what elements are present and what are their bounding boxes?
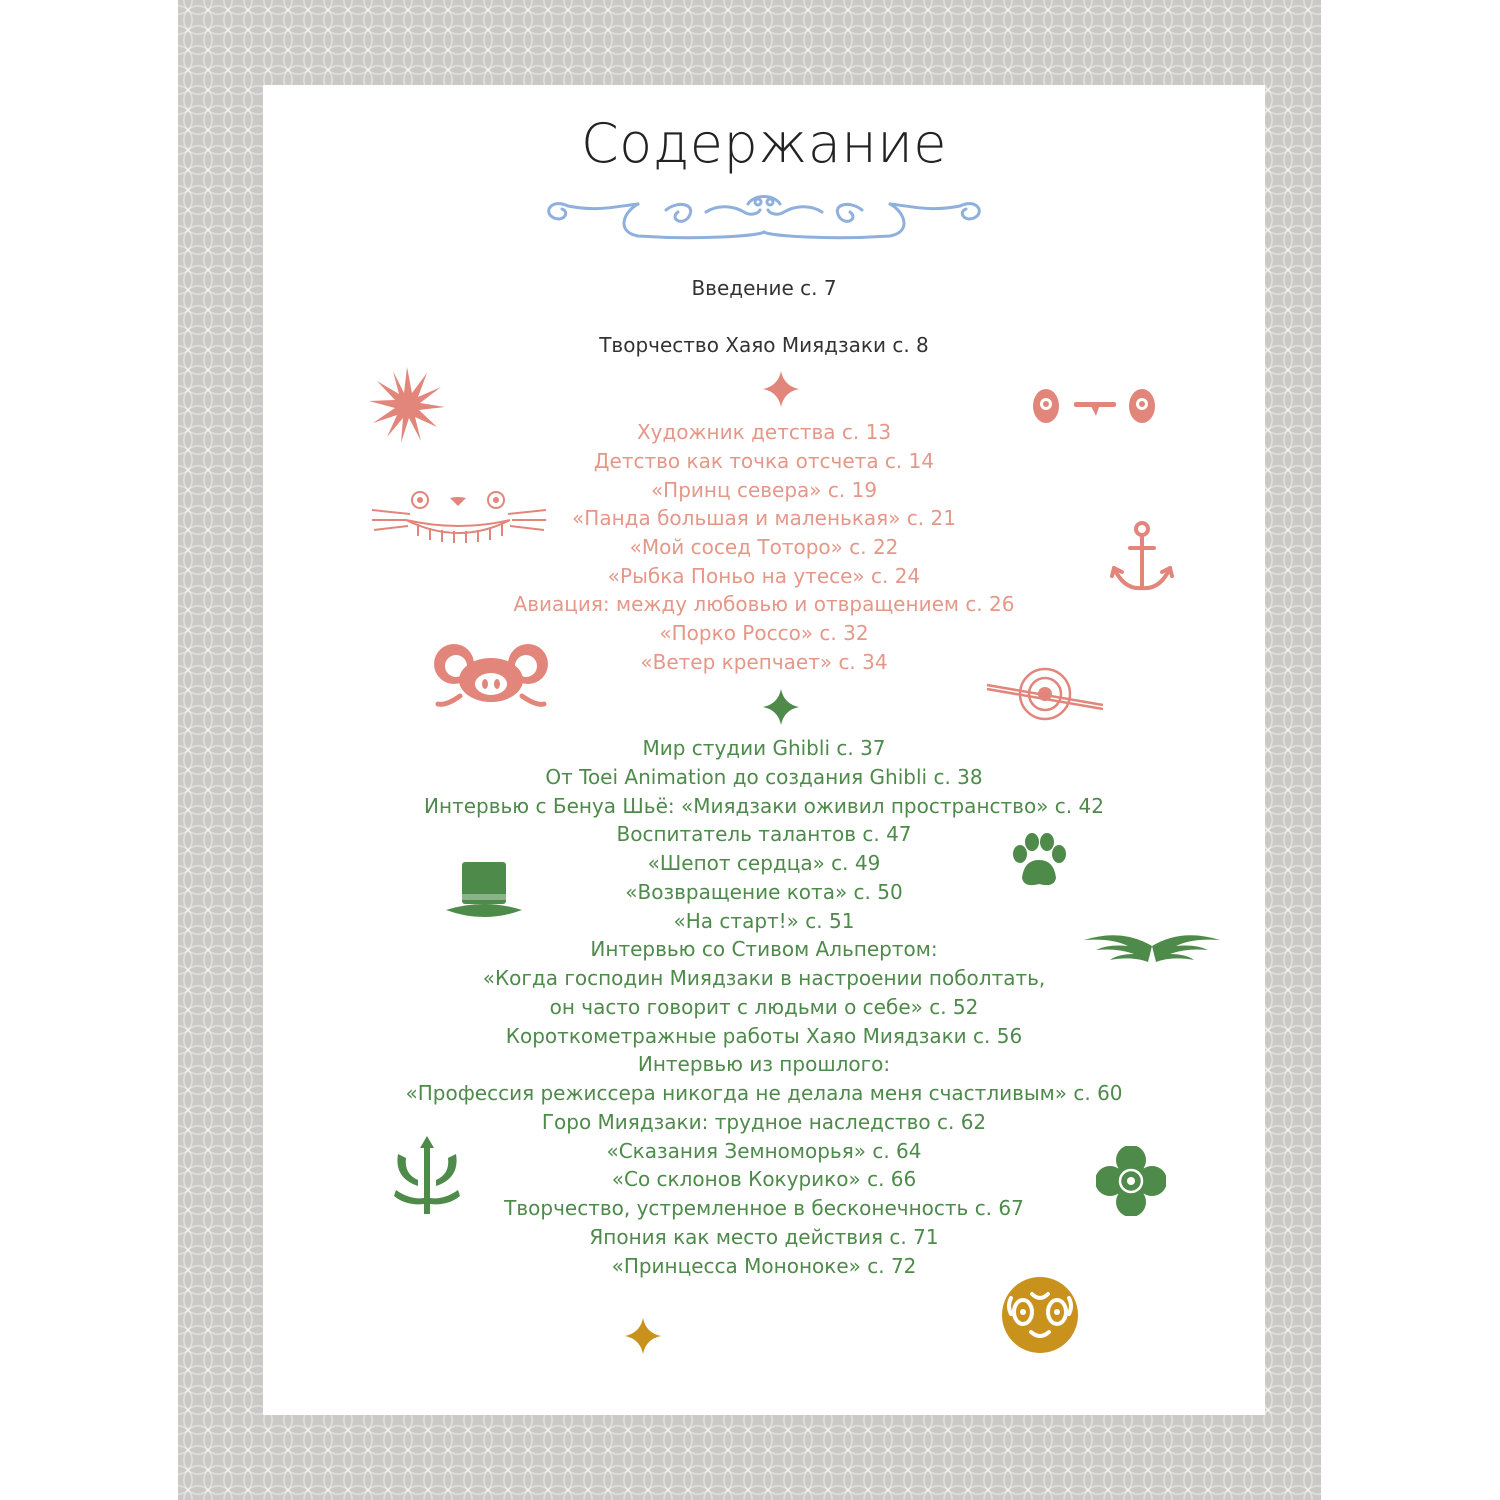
toc-entry[interactable]: «Мой сосед Тоторо» с. 22	[629, 535, 899, 559]
toc-entry[interactable]: «Принц севера» с. 19	[650, 478, 878, 502]
pig-face-icon	[432, 640, 550, 710]
diamond-star-icon	[763, 689, 799, 725]
toc-entry[interactable]: Интервью с Бенуа Шьё: «Миядзаки оживил пространство» с. 42	[424, 794, 1104, 818]
paw-print-icon	[1010, 832, 1068, 890]
catbus-grin-icon	[370, 488, 548, 546]
toc-entry[interactable]: Интервью из прошлого:	[637, 1052, 891, 1076]
diamond-star-icon	[625, 1318, 661, 1354]
top-hat-icon	[444, 858, 524, 922]
toc-entry[interactable]: «Когда господин Миядзаки в настроении поболтать,	[482, 966, 1046, 990]
ornament-swirl-icon	[538, 182, 990, 242]
diamond-star-icon	[763, 371, 799, 407]
flower-icon	[1096, 1146, 1166, 1216]
toc-entry[interactable]: «Возвращение кота» с. 50	[625, 880, 903, 904]
toc-entry-intro[interactable]: Введение с. 7	[691, 276, 837, 300]
toc-entry[interactable]: Япония как место действия с. 71	[589, 1225, 939, 1249]
toc-entry[interactable]: Горо Миядзаки: трудное наследство с. 62	[541, 1110, 987, 1134]
toc-entry[interactable]: «Со склонов Кокурико» с. 66	[611, 1167, 917, 1191]
toc-entry[interactable]: «На старт!» с. 51	[673, 909, 855, 933]
toc-entry[interactable]: Воспитатель талантов с. 47	[616, 822, 912, 846]
toc-entry[interactable]: «Шепот сердца» с. 49	[647, 851, 881, 875]
toc-entry[interactable]: Творчество, устремленное в бесконечность с. 67	[504, 1196, 1024, 1220]
wings-icon	[1082, 926, 1222, 966]
toc-entry[interactable]: Короткометражные работы Хаяо Миядзаки с. 56	[505, 1024, 1023, 1048]
propeller-plane-icon	[985, 665, 1105, 723]
toc-entry[interactable]: Детство как точка отсчета с. 14	[593, 449, 935, 473]
mononoke-mask-icon	[1001, 1276, 1079, 1354]
sun-burst-icon	[368, 366, 446, 444]
anchor-icon	[1110, 520, 1174, 594]
toc-entry[interactable]: «Профессия режиссера никогда не делала меня счастливым» с. 60	[405, 1081, 1123, 1105]
toc-entry[interactable]: «Панда большая и маленькая» с. 21	[572, 506, 956, 530]
toc-entry[interactable]: Интервью со Стивом Альпертом:	[590, 937, 938, 961]
toc-entry[interactable]: «Сказания Земноморья» с. 64	[606, 1139, 922, 1163]
toc-entry[interactable]: «Рыбка Поньо на утесе» с. 24	[607, 564, 921, 588]
toc-entry[interactable]: Мир студии Ghibli с. 37	[642, 736, 886, 760]
toc-entry[interactable]: «Ветер крепчает» с. 34	[640, 650, 888, 674]
page-title: Содержание	[580, 112, 948, 175]
eyes-face-icon	[1030, 384, 1160, 428]
toc-entry[interactable]: Авиация: между любовью и отвращением с. 26	[513, 592, 1015, 616]
toc-entry[interactable]: От Toei Animation до создания Ghibli с. 38	[545, 765, 983, 789]
toc-entry-creativity[interactable]: Творчество Хаяо Миядзаки с. 8	[599, 333, 929, 357]
toc-entry[interactable]: «Порко Россо» с. 32	[659, 621, 869, 645]
toc-entry[interactable]: Художник детства с. 13	[636, 420, 892, 444]
toc-entry[interactable]: «Принцесса Мононоке» с. 72	[611, 1254, 917, 1278]
toc-entry[interactable]: он часто говорит с людьми о себе» с. 52	[549, 995, 979, 1019]
trident-icon	[390, 1134, 464, 1216]
